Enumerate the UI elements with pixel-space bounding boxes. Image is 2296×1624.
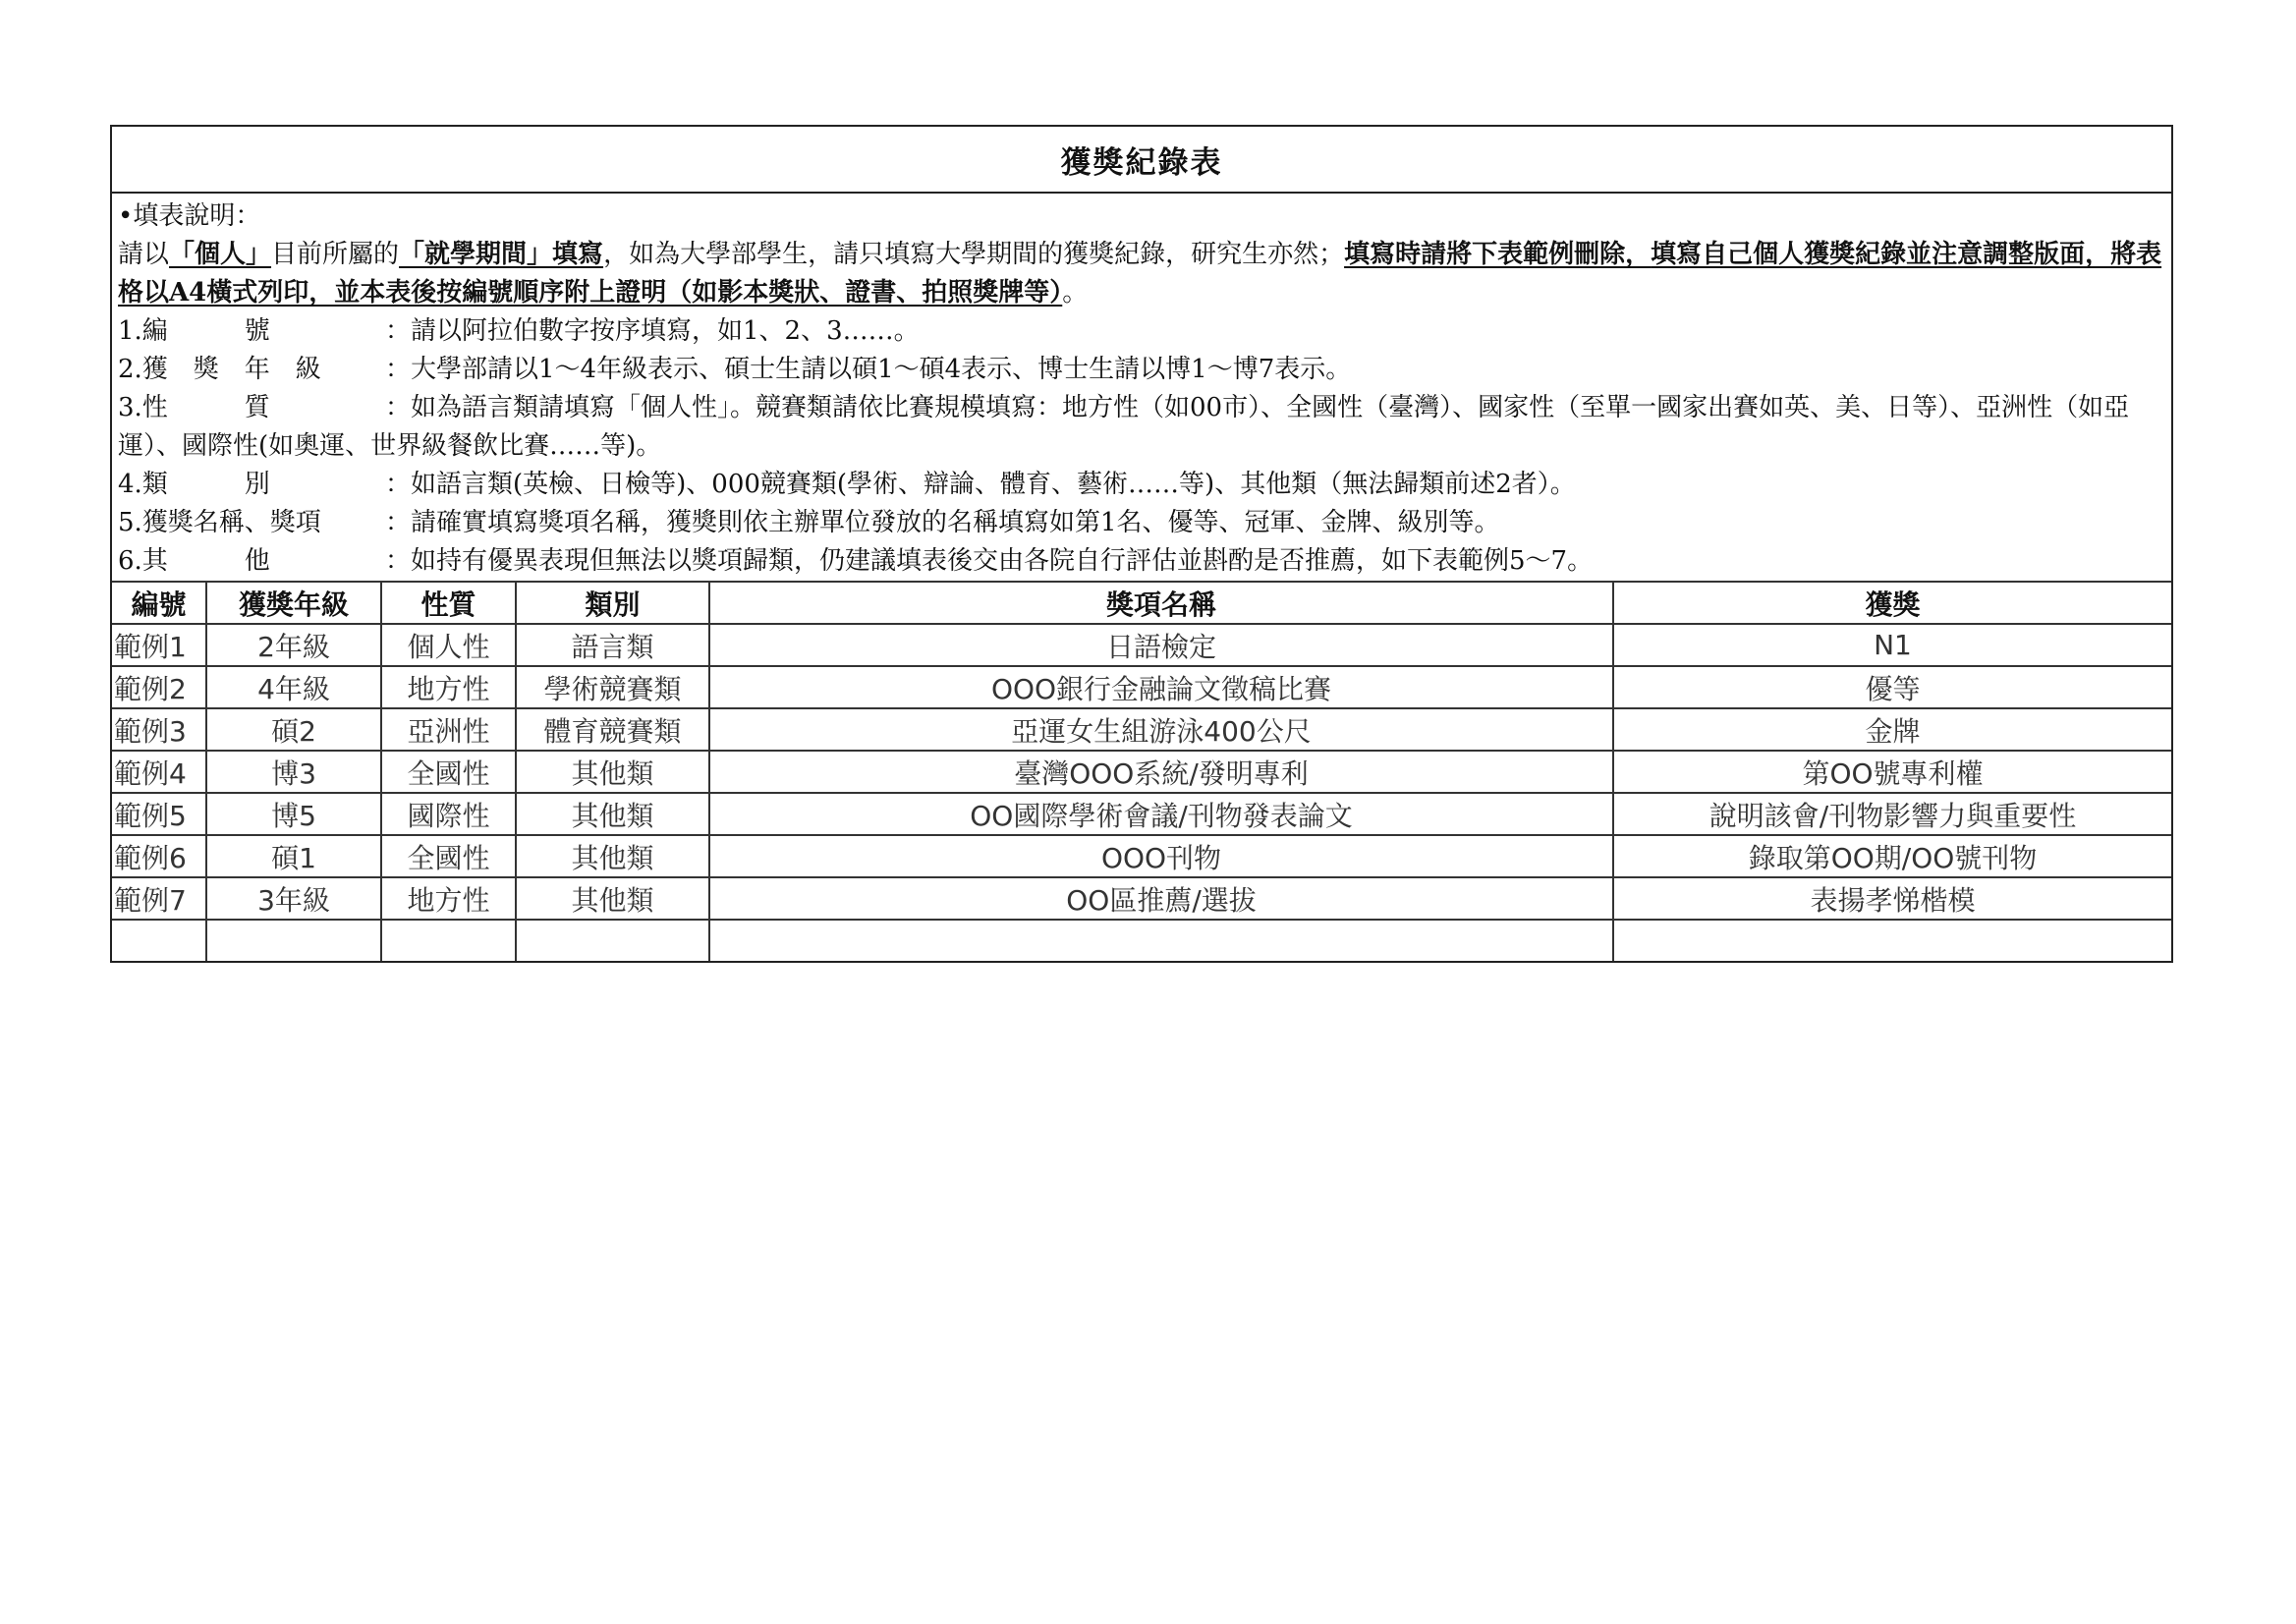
table-row	[112, 708, 2171, 751]
cell-award-name	[709, 920, 1613, 961]
header-grade: 獲獎年級	[206, 582, 381, 624]
rule-label: 1.編 號	[118, 316, 270, 346]
cell-award-name: OO區推薦/選拔	[709, 877, 1613, 920]
instructions-header: •填表說明：	[118, 201, 261, 231]
cell-award-name: 日語檢定	[709, 624, 1613, 666]
cell-nature: 地方性	[381, 877, 516, 920]
cell-grade: 碩2	[206, 708, 381, 751]
rule-text: ：大學部請以1～4年級表示、碩士生請以碩1～碩4表示、博士生請以博1～博7表示。	[385, 355, 1352, 384]
cell-award-result: N1	[1613, 624, 2171, 666]
cell-award-result: 錄取第OO期/OO號刊物	[1613, 835, 2171, 877]
cell-category: 學術競賽類	[516, 666, 709, 708]
cell-award-result: 金牌	[1613, 708, 2171, 751]
instructions-intro	[118, 236, 2165, 312]
intro-emphasis-individual: 「個人」	[169, 240, 272, 269]
cell-category: 其他類	[516, 793, 709, 835]
rule-other	[118, 542, 2165, 581]
rule-label: 6.其 他	[118, 546, 270, 576]
cell-nature: 全國性	[381, 751, 516, 793]
cell-award-name: 亞運女生組游泳400公尺	[709, 708, 1613, 751]
cell-award-result: 第OO號專利權	[1613, 751, 2171, 793]
cell-grade	[206, 920, 381, 961]
header-nature: 性質	[381, 582, 516, 624]
table-row	[112, 666, 2171, 708]
cell-number	[112, 920, 206, 961]
rule-text: ：如語言類(英檢、日檢等)、000競賽類(學術、辯論、體育、藝術……等)、其他類（無法歸類前述2者）。	[385, 470, 1576, 499]
rule-category	[118, 466, 2165, 504]
cell-nature: 個人性	[381, 624, 516, 666]
intro-underline-2: 填寫自己個人獲獎紀錄並注意調整版面，將表格以A4橫式列印，並本表後按編號順序附上證明（如影本獎狀、證書、拍照獎牌等）	[118, 240, 2162, 308]
intro-text-2: 目前所屬的	[271, 240, 400, 269]
table-row-empty	[112, 920, 2171, 961]
cell-grade: 碩1	[206, 835, 381, 877]
form-title: 獲獎紀錄表	[112, 127, 2171, 194]
intro-underline-1: 填寫時請將下表範例刪除，	[1344, 240, 1652, 269]
rule-award-name	[118, 504, 2165, 542]
intro-text-3: ，如為大學部學生，請只填寫大學期間的獲獎紀錄，研究生亦然；	[603, 240, 1345, 269]
table-header-row	[112, 582, 2171, 624]
cell-number: 範例1	[112, 624, 206, 666]
award-table	[112, 581, 2171, 961]
table-row	[112, 624, 2171, 666]
cell-nature: 地方性	[381, 666, 516, 708]
cell-category: 其他類	[516, 877, 709, 920]
rule-grade	[118, 351, 2165, 389]
rule-label: 4.類 別	[118, 470, 270, 499]
header-award-result: 獲獎	[1613, 582, 2171, 624]
cell-number: 範例5	[112, 793, 206, 835]
cell-nature: 全國性	[381, 835, 516, 877]
header-award-name: 獎項名稱	[709, 582, 1613, 624]
table-row	[112, 877, 2171, 920]
cell-number: 範例2	[112, 666, 206, 708]
rule-label: 3.性 質	[118, 393, 270, 422]
rule-text: ：如為語言類請填寫「個人性」。競賽類請依比賽規模填寫：地方性（如00市）、全國性（臺灣）、國家性（至單一國家出賽如英、美、日等）、亞洲性（如亞運）、國際性(如奧運、世界級餐飲比賽……等)。	[118, 393, 2130, 461]
rule-text: ：請以阿拉伯數字按序填寫，如1、2、3……。	[385, 316, 920, 346]
cell-award-result: 表揚孝悌楷模	[1613, 877, 2171, 920]
cell-grade: 4年級	[206, 666, 381, 708]
cell-number: 範例3	[112, 708, 206, 751]
award-record-form	[110, 125, 2173, 963]
cell-number: 範例4	[112, 751, 206, 793]
cell-nature: 亞洲性	[381, 708, 516, 751]
cell-award-name: OO國際學術會議/刊物發表論文	[709, 793, 1613, 835]
header-category: 類別	[516, 582, 709, 624]
cell-grade: 博5	[206, 793, 381, 835]
instructions-section	[112, 194, 2171, 581]
table-row	[112, 751, 2171, 793]
header-number: 編號	[112, 582, 206, 624]
intro-end: 。	[1062, 278, 1089, 308]
rule-nature	[118, 389, 2165, 466]
cell-grade: 博3	[206, 751, 381, 793]
rule-label: 5.獲獎名稱、獎項	[118, 508, 321, 537]
cell-award-result: 優等	[1613, 666, 2171, 708]
cell-nature	[381, 920, 516, 961]
cell-category: 體育競賽類	[516, 708, 709, 751]
table-row	[112, 793, 2171, 835]
cell-category: 其他類	[516, 751, 709, 793]
cell-number: 範例6	[112, 835, 206, 877]
cell-grade: 2年級	[206, 624, 381, 666]
intro-text-1: 請以	[118, 240, 170, 269]
rule-text: ：請確實填寫獎項名稱，獲獎則依主辦單位發放的名稱填寫如第1名、優等、冠軍、金牌、級別等。	[385, 508, 1500, 537]
rule-text: ：如持有優異表現但無法以獎項歸類，仍建議填表後交由各院自行評估並斟酌是否推薦，如下表範例5～7。	[385, 546, 1594, 576]
cell-award-name: OOO刊物	[709, 835, 1613, 877]
cell-award-result	[1613, 920, 2171, 961]
intro-emphasis-period: 「就學期間」填寫	[399, 240, 604, 269]
cell-award-result: 說明該會/刊物影響力與重要性	[1613, 793, 2171, 835]
cell-number: 範例7	[112, 877, 206, 920]
cell-nature: 國際性	[381, 793, 516, 835]
rule-number	[118, 312, 2165, 351]
table-row	[112, 835, 2171, 877]
cell-grade: 3年級	[206, 877, 381, 920]
cell-category: 其他類	[516, 835, 709, 877]
cell-award-name: 臺灣OOO系統/發明專利	[709, 751, 1613, 793]
rule-label: 2.獲 獎 年 級	[118, 355, 321, 384]
cell-category	[516, 920, 709, 961]
cell-category: 語言類	[516, 624, 709, 666]
cell-award-name: OOO銀行金融論文徵稿比賽	[709, 666, 1613, 708]
